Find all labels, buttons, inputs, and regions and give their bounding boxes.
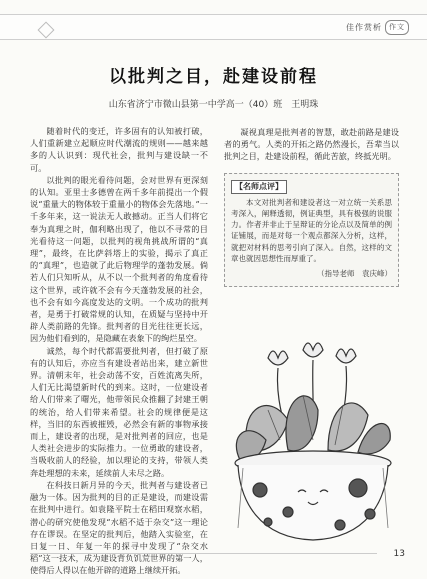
teacher-review (224, 173, 399, 288)
article-title: 以批判之目，赴建设前程 (109, 67, 318, 87)
page-number: 13 (393, 549, 405, 559)
header-bar (0, 14, 427, 40)
paragraph: 凝视真理是批判者的智慧，敢赴前路是建设者的勇气。人类的开拓之路仍然漫长，吾辈当以批判之目，赴建设前程，循此苦旅，终抵光明。 (224, 127, 399, 162)
potted-plant-illustration (228, 300, 398, 550)
right-column (224, 126, 399, 287)
review-text: 本文对批判者和建设者这一对立统一关系思考深入，阐释透彻，例证典型，具有极强的说服力。作者并非止于呈辩证的分论点以及简单的例证铺展，而是对每一个观点都深入分析，这样，就把对材料的思考引向了深入。自然，这样的文章也就因思想性而厚重了。 (231, 197, 392, 263)
section-tag (346, 19, 409, 35)
review-signature: （指导老师 袁庆峰） (317, 269, 392, 279)
paragraph: 以批判的眼光看待问题，会对世界有更深刻的认知。亚里士多德曾在两千多年前提出一个假说“重量大的物体较于重量小的物体会先落地。”一千多年来，这一说法无人敢撼动。正当人们将它奉为真理之时，伽利略出现了，他以不寻常的目光看待这一问题，以批判的视角挑战所谓的“真理”，最终，在比萨斜塔上的实验，揭示了真正的“真理”，也造就了此后物理学的蓬勃发展。倘若人们只知听从，从不以一个批判者的角度看待这个世界，或许就不会有今天蓬勃发展的社会，也不会有如今高度发达的文明。一个成功的批判者，是勇于打破常规的认知，在质疑与坚持中开辟人类前路的先锋。批判者的目光往往更长远，因为他们看到的，是隐藏在表象下的绚烂星空。 (30, 174, 208, 344)
composition-icon: 作文 (385, 20, 409, 35)
paragraph: 随着时代的变迁，许多固有的认知被打破，人们重新建立起顺应时代潮流的规则——越来越多的人认识到：现代社会，批判与建设缺一不可。 (30, 126, 208, 173)
footer-rule (30, 553, 377, 554)
paragraph: 诚然，每个时代都需要批判者，但打破了原有的认知后，亦应当有建设者站出来，建立新世界。清朝末年，社会动荡不安，百姓流离失所，人们无比渴望新时代的到来。这时，一位建设者给人们带来了曙光，他带领民众推翻了封建王朝的统治，给人们带来希望。社会的规律便是这样，当旧的东西被摧毁，必然会有新的事物承接而上，建设者的出现，是对批判者的回应，也是人类社会进步的实际推力。一位勇敢的建设者，当吸收前人的经验，加以理论的支持，带领人类奔赴理想的未来，延续前人未尽之路。 (30, 345, 208, 478)
paragraph: 在科技日新月异的今天，批判者与建设者已融为一体。因为批判的目的正是建设，而建设需在批判中进行。如袁隆平院士在稻田观察水稻，潜心的研究使他发现“水稻不适于杂交”这一理论存在谬误。在坚定的批判后，他踏入实验室，在日复一日、年复一年的探寻中发现了“杂交水稻”这一技术，成为建设背负饥荒世界的第一人，使得后人得以在他开辟的道路上继续开拓。 (30, 479, 208, 576)
article-author: 山东省济宁市微山县第一中学高一（40）班 王明珠 (108, 100, 319, 110)
review-label: 【名师点评】 (231, 180, 287, 194)
left-column (30, 125, 208, 577)
section-label: 佳作赏析 (346, 22, 382, 32)
